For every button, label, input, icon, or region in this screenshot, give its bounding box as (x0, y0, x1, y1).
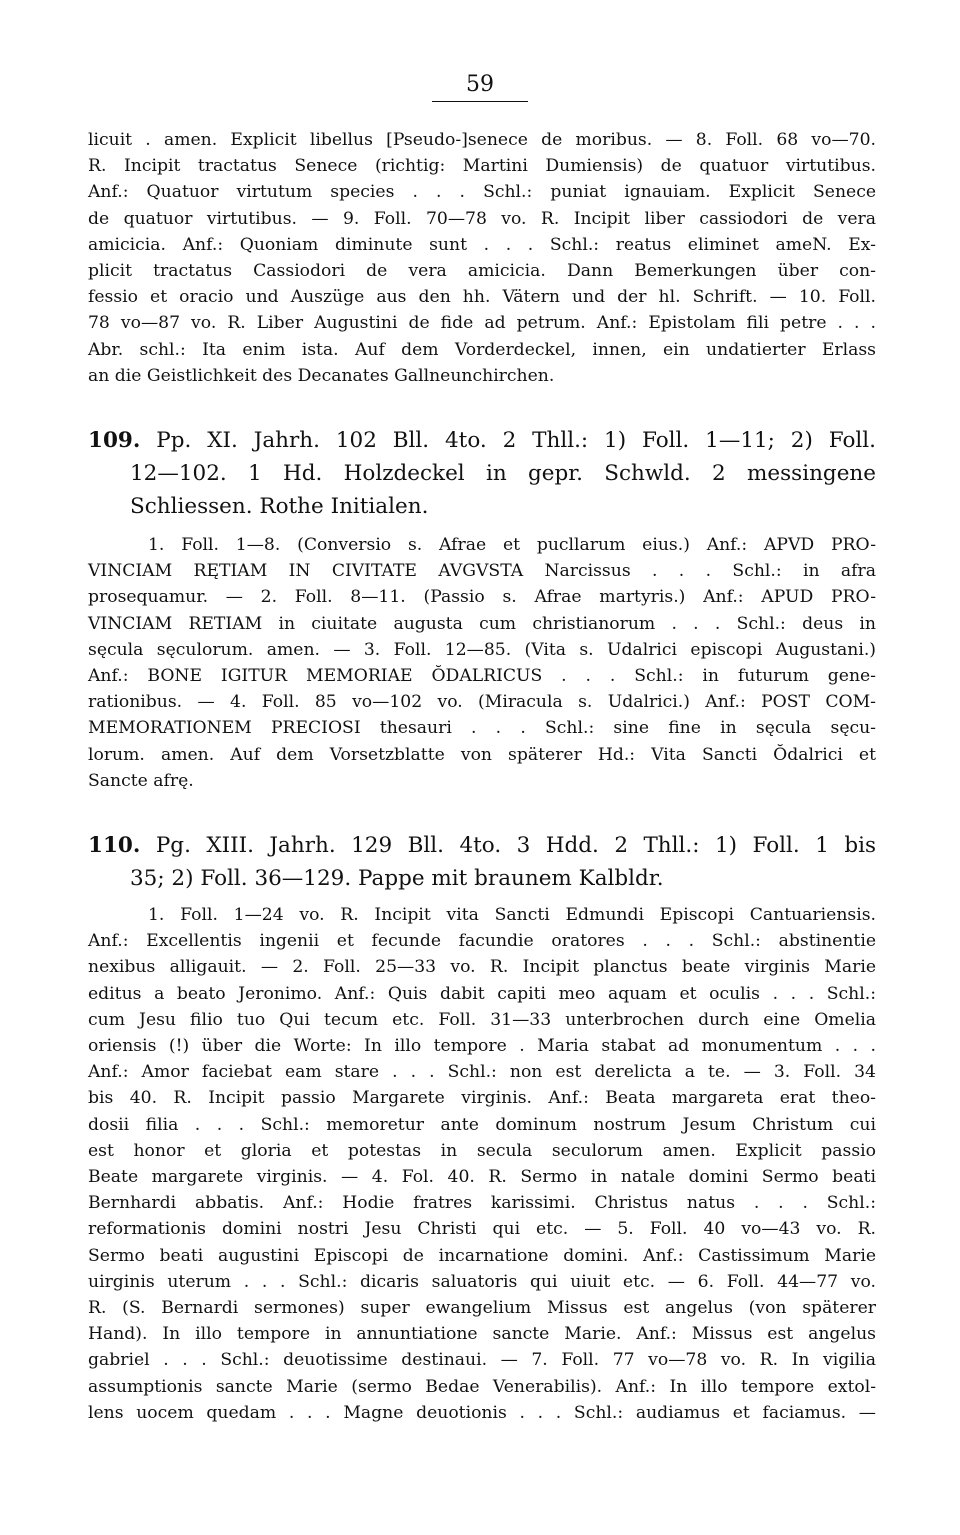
text-line: Hand). In illo tempore in annuntiatione sancte Marie. Anf.: Missus est angelus (88, 1324, 876, 1345)
text-line: Beate margarete virginis. — 4. Fol. 40. R. Sermo in natale domini Sermo beati (88, 1167, 876, 1188)
text-line: cum Jesu filio tuo Qui tecum etc. Foll. 31—33 unterbrochen durch eine Omelia (88, 1009, 876, 1030)
text-line: Anf.: Quatuor virtutum species . . . Schl.: puniat ignauiam. Explicit Senece (88, 182, 876, 203)
text-line: an die Geistlichkeit des Decanates Gallneunchirchen. (88, 365, 555, 386)
page-number-rule (432, 101, 528, 102)
entry-number: 110. (88, 833, 141, 858)
entry-109-heading (88, 424, 876, 523)
text-line: uirginis uterum . . . Schl.: dicaris saluatoris qui uiuit etc. — 6. Foll. 44—77 vo. (88, 1271, 876, 1292)
text-line: editus a beato Jeronimo. Anf.: Quis dabit capiti meo aquam et oculis . . . Schl.: (88, 983, 876, 1004)
text-line: sęcula sęculorum. amen. — 3. Foll. 12—85. (Vita s. Udalrici episcopi Augustani.) (88, 639, 876, 660)
text-line: VINCIAM RĘTIAM IN CIVITATE AVGVSTA Narcissus . . . Schl.: in afra (88, 561, 876, 582)
heading-line: Schliessen. Rothe Initialen. (130, 494, 429, 519)
text-line: licuit . amen. Explicit libellus [Pseudo-]senece de moribus. — 8. Foll. 68 vo—70. (88, 130, 876, 150)
text-line: rationibus. — 4. Foll. 85 vo—102 vo. (Miracula s. Udalrici.) Anf.: POST COM- (88, 692, 876, 713)
text-line: de quatuor virtutibus. — 9. Foll. 70—78 vo. R. Incipit liber cassiodori de vera (88, 208, 876, 229)
heading-line (88, 829, 876, 862)
heading-line (88, 424, 876, 457)
text-line: amicicia. Anf.: Quoniam diminute sunt . . . Schl.: reatus eliminet ameN. Ex- (88, 234, 876, 255)
text-line: lorum. amen. Auf dem Vorsetzblatte von späterer Hd.: Vita Sancti Ŏdalrici et (88, 744, 876, 765)
text-line: gabriel . . . Schl.: deuotissime destinaui. — 7. Foll. 77 vo—78 vo. R. In vigilia (88, 1350, 876, 1371)
text-line: nexibus alligauit. — 2. Foll. 25—33 vo. R. Incipit planctus beate virginis Marie (88, 957, 876, 978)
text-line: Bernhardi abbatis. Anf.: Hodie fratres karissimi. Christus natus . . . Schl.: (88, 1193, 876, 1214)
entry-number: 109. (88, 428, 141, 453)
text-line: assumptionis sancte Marie (sermo Bedae Venerabilis). Anf.: In illo tempore extol- (88, 1376, 876, 1397)
text-line: est honor et gloria et potestas in secula seculorum amen. Explicit passio (88, 1140, 876, 1161)
text-line: Anf.: Amor faciebat eam stare . . . Schl.: non est derelicta a te. — 3. Foll. 34 (88, 1062, 876, 1083)
heading-text: Pp. XI. Jahrh. 102 Bll. 4to. 2 Thll.: 1) Foll. 1—11; 2) Foll. (156, 428, 877, 453)
entry-109-body (88, 532, 876, 794)
text-line: plicit tractatus Cassiodori de vera amicicia. Dann Bemerkungen über con- (88, 261, 876, 282)
text-line: 1. Foll. 1—8. (Conversio s. Afrae et pucllarum eius.) Anf.: APVD PRO- (148, 535, 876, 555)
text-line: dosii filia . . . Schl.: memoretur ante dominum nostrum Jesum Christum cui (88, 1114, 876, 1135)
entry-110-heading (88, 829, 876, 895)
heading-line: 35; 2) Foll. 36—129. Pappe mit braunem Kalbldr. (130, 866, 664, 891)
text-line: bis 40. R. Incipit passio Margarete virginis. Anf.: Beata margareta erat theo- (88, 1088, 876, 1109)
text-line: oriensis (!) über die Worte: In illo tempore . Maria stabat ad monumentum . . . (88, 1036, 876, 1057)
text-line: 78 vo—87 vo. R. Liber Augustini de fide ad petrum. Anf.: Epistolam fili petre . . . (88, 313, 876, 334)
text-line: fessio et oracio und Auszüge aus den hh. Vätern und der hl. Schrift. — 10. Foll. (88, 287, 876, 308)
text-line: Anf.: Excellentis ingenii et fecunde facundie oratores . . . Schl.: abstinentie (88, 931, 876, 952)
entry-110-body (88, 902, 876, 1426)
text-line: lens uocem quedam . . . Magne deuotionis . . . Schl.: audiamus et faciamus. — (88, 1402, 876, 1423)
text-line: reformationis domini nostri Jesu Christi qui etc. — 5. Foll. 40 vo—43 vo. R. (88, 1219, 876, 1240)
text-line: VINCIAM RETIAM in ciuitate augusta cum christianorum . . . Schl.: deus in (88, 613, 876, 634)
text-line: 1. Foll. 1—24 vo. R. Incipit vita Sancti Edmundi Episcopi Cantuariensis. (148, 905, 876, 925)
text-line: Sancte afrę. (88, 770, 194, 791)
text-line: MEMORATIONEM PRECIOSI thesauri . . . Schl.: sine fine in sęcula sęcu- (88, 718, 876, 739)
page-number: 59 (466, 72, 494, 97)
continuation-paragraph (88, 127, 876, 389)
text-line: Abr. schl.: Ita enim ista. Auf dem Vorderdeckel, innen, ein undatierter Erlass (88, 339, 876, 360)
text-line: prosequamur. — 2. Foll. 8—11. (Passio s. Afrae martyris.) Anf.: APUD PRO- (88, 587, 876, 608)
text-line: R. (S. Bernardi sermones) super ewangelium Missus est angelus (von späterer (88, 1298, 876, 1319)
text-line: R. Incipit tractatus Senece (richtig: Martini Dumiensis) de quatuor virtutibus. (88, 156, 876, 177)
text-line: Anf.: BONE IGITUR MEMORIAE ŎDALRICUS . . . Schl.: in futurum gene- (88, 666, 876, 687)
heading-text: Pg. XIII. Jahrh. 129 Bll. 4to. 3 Hdd. 2 Thll.: 1) Foll. 1 bis (155, 833, 876, 858)
heading-line: 12—102. 1 Hd. Holzdeckel in gepr. Schwld. 2 messingene (130, 461, 876, 486)
text-line: Sermo beati augustini Episcopi de incarnatione domini. Anf.: Castissimum Marie (88, 1245, 876, 1266)
